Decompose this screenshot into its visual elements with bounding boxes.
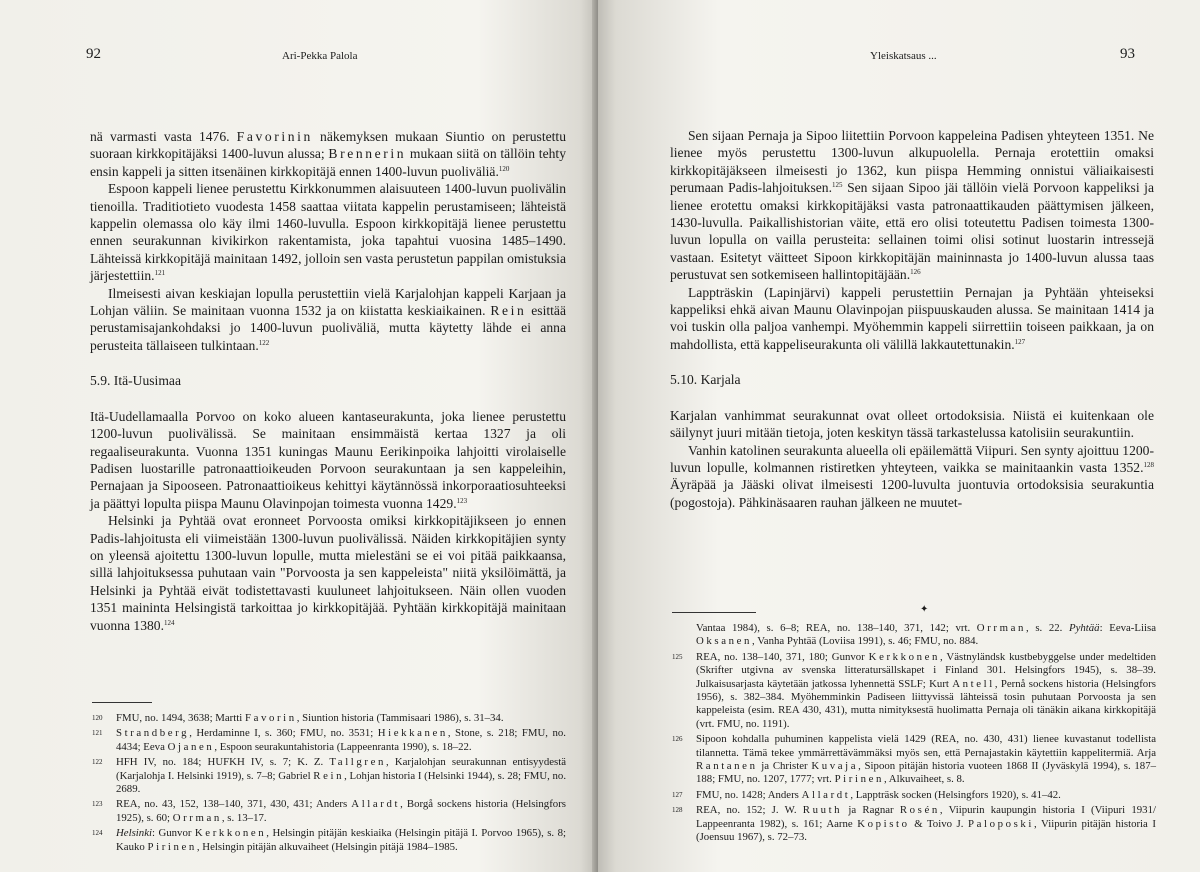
footnote-number: 126 — [672, 735, 683, 744]
text-run: , Alkuvaiheet, s. 8. — [883, 773, 965, 786]
text-run: , Lohjan historia I (Helsinki 1944), s. 28; FMU, no. 2689. — [116, 769, 567, 796]
left-paragraphs — [90, 128, 566, 354]
text-run: näkemyksen mukaan Siuntio on perustettu suoraan kirkkopitäjäksi 1400-luvun alussa; — [90, 129, 567, 162]
text-run: : Eeva-Liisa — [1099, 622, 1156, 634]
author-name: Kuvaja — [811, 760, 859, 773]
author-name: Rantanen — [696, 760, 758, 773]
text-run: , Viipurin kaupungin historia I (Viipuri 1931/ Lappeenranta 1982), s. 161; Aarne — [696, 804, 1156, 830]
footnote-text — [116, 798, 566, 825]
footnote-ref: 121 — [154, 269, 166, 278]
text-run: nä varmasti vasta 1476. — [90, 129, 237, 144]
text-run: , Vanha Pyhtää (Loviisa 1991), s. 46; FMU, no. 884. — [751, 635, 979, 648]
right-paragraphs — [670, 127, 1154, 353]
author-name: Orrman — [172, 811, 222, 824]
author-name: Rein — [490, 303, 527, 319]
section-heading-karjala: 5.10. Karjala — [670, 372, 741, 388]
paragraph — [90, 285, 566, 355]
author-name: Kerkkonen — [194, 827, 267, 840]
author-name: Rosén — [899, 804, 940, 817]
left-running-header: Ari-Pekka Palola — [282, 50, 358, 62]
text-run: Sen sijaan Pernaja ja Sipoo liitettiin Porvoon kappeleina Padisen yhteyteen 1351. Ne lienee myös perustettu 1300-luvun alkupuolella. Pernaja erotettiin omaksi kirkkopitäjäkseen ilmeisesti jo 1362, kun piispa Hemming onnistui väliaikaisesti perumaan Padis-lahjoituksen. — [670, 128, 1154, 196]
left-page — [0, 0, 598, 872]
text-run: ja Christer — [757, 760, 812, 773]
author-name: Orrman — [976, 622, 1026, 634]
text-run: & Toivo J. — [909, 817, 968, 830]
right-page — [598, 0, 1200, 872]
text-run: , Helsingin pitäjän alkuvaiheet (Helsingin pitäjä 1984–1985. — [196, 840, 458, 853]
paragraph — [670, 407, 1154, 442]
footnote — [672, 804, 1156, 844]
text-run: , Borgå sockens historia (Helsingfors 1925), s. 60; — [116, 798, 566, 824]
author-name: Kopisto — [857, 817, 910, 830]
footnote-text — [116, 712, 566, 725]
footnote-number: 128 — [672, 806, 683, 815]
footnote-ref: 120 — [498, 164, 510, 173]
footnote — [92, 827, 566, 854]
author-name: Pirinen — [147, 840, 197, 853]
footnote-text — [696, 651, 1156, 731]
italic-text: Pyhtää — [1069, 622, 1100, 634]
footnote-text — [696, 789, 1156, 802]
author-name: Hiekkanen — [377, 727, 448, 740]
paragraph — [90, 180, 566, 284]
text-run: REA, no. 138–140, 371, 180; Gunvor — [696, 650, 869, 663]
footnote — [92, 756, 566, 796]
text-run: ja Ragnar — [842, 804, 900, 817]
author-name: Tallgren — [329, 756, 386, 769]
paragraph — [90, 408, 566, 512]
left-page-number: 92 — [86, 46, 101, 62]
author-name: Brennerin — [328, 146, 407, 162]
footnote-ref: 124 — [164, 618, 175, 627]
right-section-paragraphs — [670, 407, 1154, 511]
footnote-number: 125 — [672, 652, 683, 661]
text-run: Vantaa 1984), s. 6–8; REA, no. 138–140, 371, 142; vrt. — [696, 622, 977, 634]
footnote-text — [116, 756, 566, 796]
text-run: , Stone, s. 218; FMU, no. 4434; Eeva — [116, 727, 566, 753]
author-name: Favorin — [244, 712, 297, 724]
italic-text: Helsinki — [116, 827, 152, 840]
right-running-header: Yleiskatsaus ... — [870, 50, 937, 62]
text-run: Sen sijaan Sipoo jäi tällöin vielä Porvoon kappeliksi ja lienee erotettu omaksi kirkkopitäjäksi vasta patronaattikauden päättymisen jälkeen, 1430-luvulla. Paikallishistorian väite, että ero olisi toteutettu Padisen toimesta 1300-luvun lopulla on vailla perusteita: sellainen toimi olisi sotinut luostarin intressejä vastaan. Esitetyt väitteet Sipoon kirkkopitäjän maininnasta jo 1400-luvun alussa taas perustuvat sen sotkemiseen hallintopitäjään. — [670, 180, 1154, 283]
author-name: Allardt — [801, 788, 851, 801]
text-run: , s. 22. — [1025, 622, 1069, 634]
left-section-paragraphs — [90, 408, 566, 634]
text-run: HFH IV, no. 184; HUFKH IV, s. 7; K. Z. — [116, 756, 330, 769]
footnote-ref: 126 — [910, 268, 921, 277]
text-run: , s. 13–17. — [221, 811, 267, 824]
text-run: , Pernå sockens historia (Helsingfors 1956), s. 382–384. Myöhemminkin Padiseen liittyvissä lähteissä tosin puhutaan Porvoosta ja sen kappeleista (esim. REA 430, 431), mutta nimityksestä huolimatta Pernaja oli tänäkin aikana kirkkopitäjä (vrt. FMU, no. 1191). — [696, 677, 1156, 730]
right-footnotes — [672, 622, 1156, 847]
author-name: Paloposki — [968, 817, 1034, 830]
footnote-ref: 127 — [1014, 337, 1026, 346]
footnote-number: 120 — [92, 714, 103, 722]
footnote-ref: 128 — [1143, 460, 1154, 469]
footnote-ref: 125 — [832, 181, 843, 190]
text-run: Ilmeisesti aivan keskiajan lopulla perustettiin vielä Karjalohjan kappeli Karjaan ja Lohjan väliin. Se mainitaan vuonna 1532 ja on kiistatta keskiaikainen. — [90, 285, 566, 319]
text-run: , Lappträsk socken (Helsingfors 1920), s. 41–42. — [850, 788, 1061, 801]
author-name: Favorinin — [236, 129, 313, 144]
text-run: REA, no. 152; J. W. — [696, 804, 803, 817]
author-name: Antell — [952, 677, 995, 690]
footnote-ref: 122 — [258, 338, 270, 347]
text-run: , Espoon seurakuntahistoria (Lappeenranta 1990), s. 18–22. — [214, 740, 472, 753]
text-run: , Karjalohjan seurakunnan entisyydestä (Karjalohja I. Helsinki 1919), s. 7–8; Gabriel — [116, 756, 566, 782]
footnote-text — [116, 727, 566, 754]
text-run: , Helsingin pitäjän keskiaika (Helsingin pitäjä I. Porvoo 1965), s. 8; Kauko — [116, 827, 566, 853]
footnote-number: 123 — [92, 800, 103, 809]
footnote-text — [696, 804, 1156, 844]
paragraph — [670, 127, 1154, 284]
section-heading-ita-uusimaa: 5.9. Itä-Uusimaa — [90, 373, 181, 389]
text-run: Sipoon kohdalla puhuminen kappelista vielä 1429 (REA, no. 430, 431) lienee kuvastanut todellista tilannetta. Tämä tekee ymmärrettävämmäksi myös sen, että Pernajastakin käytettiin kappelitermiä. Arja — [696, 733, 1156, 759]
right-footnote-rule — [672, 612, 756, 613]
text-run: REA, no. 43, 152, 138–140, 371, 430, 431; Anders — [116, 798, 352, 811]
text-run: , Siuntion historia (Tammisaari 1986), s. 31–34. — [296, 712, 504, 724]
footnote-number: 127 — [672, 790, 683, 799]
text-run: Äyräpää ja Jääski olivat ilmeisesti 1200-luvulta juontuvia ortodoksisia seurakuntia (pogostoja). Pähkinäsaaren rauhan jälkeen ne muutet- — [670, 477, 1154, 510]
footnote-ref: 123 — [456, 496, 468, 505]
author-name: Kerkkonen — [868, 650, 941, 663]
footnote-text — [116, 827, 566, 854]
text-run: FMU, no. 1494, 3638; Martti — [116, 712, 245, 724]
text-run: , Viipurin pitäjän historia I (Joensuu 1967), s. 72–73. — [696, 817, 1156, 844]
text-run: Lappträskin (Lapinjärvi) kappeli perustettiin Pernajan ja Pyhtään yhteiseksi kappeliksi ehkä aivan Maunu Olavinpojan piispuuskauden alussa. Se mainitaan 1414 ja voi tuskin olla paljoa vanhempi. Myöhemmin kappeli siirrettiin toiseen paikkaan, ja on mahdollista, että kappeliseurakunta oli välillä lakkautettunakin. — [670, 284, 1154, 352]
author-name: Oksanen — [696, 635, 752, 648]
author-name: Ojanen — [167, 740, 215, 753]
text-run: , Sipoon pitäjän historia vuoteen 1868 II (Jyväskylä 1994), s. 187–188; FMU, no. 1207, 1777; vrt. — [696, 760, 1156, 786]
left-body-text — [90, 128, 566, 634]
footnote-number: 122 — [92, 758, 103, 767]
text-run: Karjalan vanhimmat seurakunnat ovat olleet ortodoksisia. Niistä ei kuitenkaan ole säilynyt juuri mitään tietoja, joten keskityn tässä tarkastelussa katolisiin seurakuntiin. — [670, 407, 1154, 441]
text-run: : Gunvor — [151, 827, 195, 840]
text-run: Helsinki ja Pyhtää ovat eronneet Porvoosta omiksi kirkkopitäjikseen jo ennen Padis-lahjoitusta eli viimeistään 1300-luvun puolivälissä. Näiden kirkkopitäjien synty on yleensä ajoitettu 1300-luvun lopulle, mutta mielestäni se ei voi pitää paikkaansa, sillä lahjoituksessa puhutaan vain "Porvoosta ja sen kappeleista" niitä yksilöimättä, ja Helsinki ja Pyhtää eivät todistettavasti kuuluneet lahjoitukseen. Näin ollen vuoden 1351 maininta Helsingistä tarkoittaa jo kirkkopitäjää. Pyhtään kirkkopitäjä mainitaan vuonna 1380. — [90, 513, 566, 633]
author-name: Ruuth — [802, 804, 843, 817]
footnote-number: 121 — [92, 729, 103, 738]
footnote — [672, 651, 1156, 731]
text-run: FMU, no. 1428; Anders — [696, 788, 802, 801]
footnote — [672, 789, 1156, 802]
text-run: Vanhin katolinen seurakunta alueella oli epäilemättä Viipuri. Sen synty ajoittuu 1200-luvun lopulle, kolmannen ristiretken yhteyteen, vaikka se mainitaankin vasta 1352. — [670, 442, 1154, 475]
left-footnotes — [92, 712, 566, 856]
footnote — [92, 727, 566, 754]
paragraph — [90, 128, 566, 180]
footnote — [92, 712, 566, 725]
right-footnote-list — [672, 651, 1156, 845]
footnote — [672, 733, 1156, 787]
footnote — [92, 798, 566, 825]
author-name: Strandberg — [116, 727, 190, 740]
text-run: , Västnyländsk kustbebyggelse under medeltiden (Skrifter utgivna av svenska litteratursällskapet i Finland 301. Helsingfors 1945), s. 38–39. Julkaisusarjasta käytetään jatkossa lyhennettä SSLF; Kurt — [696, 650, 1156, 690]
paragraph — [670, 442, 1154, 512]
footnote-text — [696, 733, 1156, 787]
right-body-text — [670, 127, 1154, 511]
author-name: Rein — [313, 769, 345, 782]
right-page-number: 93 — [1120, 46, 1135, 62]
text-run: , Herdaminne I, s. 360; FMU, no. 3531; — [189, 727, 378, 740]
left-footnote-rule — [92, 702, 152, 703]
text-run: Espoon kappeli lienee perustettu Kirkkonummen alaisuuteen 1400-luvun puolivälin tienoilla. Traditiotieto vuodesta 1458 saattaa viitata kappelin perustamiseen; lähteistä kappelin olemassa olo käy ilmi 1460-luvulla. Espoon kirkkopitäjä lienee perustettu ennen seurakunnan kivikirkon rakentamista, joka tapahtui vuosina 1485–1490. Lähteissä kirkkopitäjä mainitaan 1492, jolloin sen vasta perustetun pappilan omistuksia järjestettiin. — [90, 181, 566, 284]
text-run: mukaan siitä on tällöin tehty ensin kappeli ja sitten itsenäinen kirkkopitäjä ennen 1400-luvun puoliväliä. — [90, 146, 566, 179]
author-name: Allardt — [351, 798, 401, 811]
text-run: esittää perustamisajankohdaksi jo 1400-luvun puoliväliä, mutta käytetty lähde ei anna perusteita tällaiseen tulkintaan. — [90, 303, 566, 353]
stray-ink-mark: ✦ — [920, 604, 929, 615]
paragraph — [90, 512, 566, 634]
footnote-number: 124 — [92, 829, 103, 838]
footnote-continuation — [672, 622, 1156, 649]
paragraph — [670, 284, 1154, 354]
text-run: Itä-Uudellamaalla Porvoo on koko alueen kantaseurakunta, joka lienee perustettu 1200-luvun puolivälissä. Se mainitaan ensimmäistä kertaa 1327 ja oli regaaliseurakunta. Vuonna 1351 kuningas Maunu Eerikinpoika lahjoitti virolaiselle Padisen luostarille patronaattioikeuden Porvoon seurakuntaan ja sen kappeleihin, Pernajaan ja Sipooseen. Patronaattioikeus kehittyi käytännössä inkorporaatiosuhteeksi ja päättyi lopulta piispa Maunu Olavinpojan toimesta vuonna 1429. — [90, 408, 566, 511]
author-name: Pirinen — [834, 773, 884, 786]
